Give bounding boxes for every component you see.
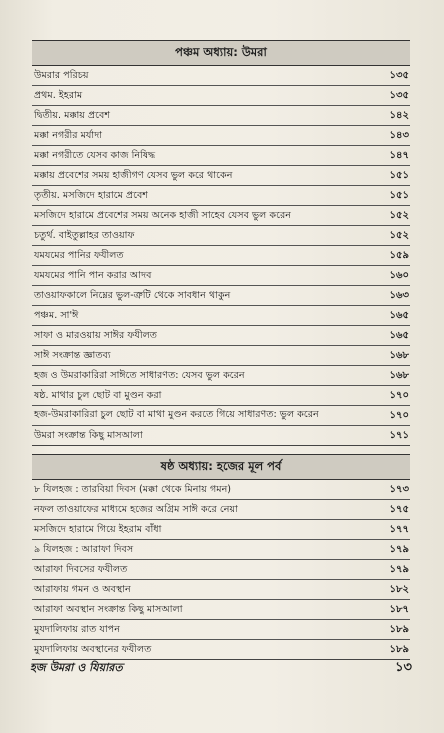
toc-entry-title: ৮ যিলহজ : তারবিয়া দিবস (মক্কা থেকে মিনায় গমন) [34, 484, 232, 495]
toc-entry-title: হজ-উমরাকারিরা চুল ছোট বা মাথা মুণ্ডন করতে গিয়ে সাধারণত: ভুল করেন [34, 409, 319, 420]
toc-entry-title: তাওয়াফকালে নিম্নের ভুল-ত্রুটি থেকে সাবধান থাকুন [34, 290, 231, 301]
toc-entry [32, 146, 410, 166]
toc-entry-page: ১৫২ [389, 230, 409, 241]
toc-entry [32, 266, 410, 286]
chapter-5-heading: পঞ্চম অধ্যায়: উমরা [32, 40, 410, 66]
toc-entry-page: ১৮৯ [389, 644, 409, 655]
chapter-6-heading: ষষ্ঠ অধ্যায়: হজের মূল পর্ব [32, 454, 410, 480]
toc-entry-title: আরাফা অবস্থান সংক্রান্ত কিছু মাসআলা [34, 604, 183, 615]
toc-entry-page: ১৭০ [389, 390, 409, 401]
toc-entry-page: ১৮৯ [389, 624, 409, 635]
toc-entry [32, 406, 410, 426]
toc-entry-page: ১৮২ [389, 584, 409, 595]
toc-entry-page: ১৪৭ [389, 150, 409, 161]
toc-entry-title: আরাফা দিবসের ফযীলত [34, 564, 128, 575]
toc-entry-title: সাফা ও মারওয়ায় সাঈর ফযীলত [34, 330, 157, 341]
footer-book-title: হজ উমরা ও যিয়ারত [30, 661, 123, 674]
toc-entry [32, 426, 410, 445]
toc-entry [32, 186, 410, 206]
toc-entry-page: ১৩৫ [389, 90, 409, 101]
toc-entry [32, 66, 410, 86]
toc-entry-page: ১৪৩ [389, 130, 409, 141]
toc-entry-title: দ্বিতীয়. মক্কায় প্রবেশ [34, 110, 111, 121]
toc-entry-title: পঞ্চম. সা'ঈ [34, 310, 79, 321]
toc-entry-page: ১৭৩ [389, 484, 409, 495]
toc-entry-title: ৯ যিলহজ : আরাফা দিবস [34, 544, 134, 555]
toc-entry-page: ১৬৮ [389, 370, 409, 381]
toc-entry-page: ১৫৯ [389, 250, 409, 261]
toc-entry-title: মুযদালিফায় রাত যাপন [34, 624, 120, 635]
toc-entry-title: উমরা সংক্রান্ত কিছু মাসআলা [34, 430, 143, 441]
page-footer [30, 658, 412, 679]
toc-entry [32, 366, 410, 386]
toc-entry-page: ১৬৫ [389, 310, 409, 321]
toc-entry-title: মক্কা নগরীতে যেসব কাজ নিষিদ্ধ [34, 150, 156, 161]
toc-entry [32, 286, 410, 306]
toc-entry-title: নফল তাওয়াফের মাধ্যমে হজের অগ্রিম সাঈ করে নেয়া [34, 504, 238, 515]
toc-entry [32, 206, 410, 226]
footer-page-number: ১৩ [395, 660, 412, 675]
toc-entry-title: যমযমের পানি পান করার আদব [34, 270, 152, 281]
toc-entry-title: মসজিদে হারামে গিয়ে ইহরাম বাঁধা [34, 524, 162, 535]
toc-entry-title: যমযমের পানির ফযীলত [34, 250, 124, 261]
toc-entry-page: ১৭১ [389, 430, 409, 441]
toc-entry [32, 540, 410, 560]
toc-entry-page: ১৬০ [389, 270, 409, 281]
toc-entry [32, 226, 410, 246]
toc-entry-page: ১৭০ [389, 410, 409, 421]
toc-entry [32, 166, 410, 186]
toc-entry-title: ষষ্ঠ. মাথার চুল ছোট বা মুণ্ডন করা [34, 390, 162, 401]
toc-entry-page: ১৫১ [389, 190, 409, 201]
toc-entry [32, 580, 410, 600]
toc-entry-title: মসজিদে হারামে প্রবেশের সময় অনেক হাজী সাহেব যেসব ভুল করেন [34, 210, 291, 221]
toc-entry-title: মক্কা নগরীর মর্যাদা [34, 130, 103, 141]
toc-entry-page: ১৭৯ [389, 544, 409, 555]
toc-entry-page: ১৫১ [389, 170, 409, 181]
toc-entry [32, 500, 410, 520]
toc-entry-title: সাঈ সংক্রান্ত জ্ঞাতব্য [34, 350, 111, 361]
toc-entry [32, 560, 410, 580]
toc-entry [32, 106, 410, 126]
table-of-contents [32, 40, 410, 660]
toc-entry-title: মক্কায় প্রবেশের সময় হাজীগণ যেসব ভুল করে থাকেন [34, 170, 233, 181]
toc-entry [32, 520, 410, 540]
toc-entry-page: ১৭৭ [389, 524, 409, 535]
toc-entry [32, 346, 410, 366]
toc-entry-page: ১৬৫ [389, 330, 409, 341]
toc-entry-title: তৃতীয়. মসজিদে হারামে প্রবেশ [34, 190, 148, 201]
toc-entry-title: হজ ও উমরাকারিরা সাঈতে সাধারণত: যেসব ভুল করেন [34, 370, 245, 381]
toc-entry [32, 306, 410, 326]
toc-entry-title: মুযদালিফায় অবস্থানের ফযীলত [34, 644, 152, 655]
toc-entry-page: ১৭৫ [389, 504, 409, 515]
toc-entry [32, 640, 410, 659]
toc-entry [32, 86, 410, 106]
toc-entry [32, 620, 410, 640]
toc-entry [32, 480, 410, 500]
toc-entry [32, 326, 410, 346]
toc-entry-title: আরাফায় গমন ও অবস্থান [34, 584, 131, 595]
toc-entry-title: চতুর্থ. বাইতুল্লাহর তাওয়াফ [34, 230, 135, 241]
toc-entry-page: ১৮৭ [389, 604, 409, 615]
toc-entry-page: ১৬৮ [389, 350, 409, 361]
toc-entry [32, 126, 410, 146]
toc-entry-page: ১৬৩ [389, 290, 409, 301]
chapter-5-entries [32, 66, 410, 446]
chapter-6-entries [32, 480, 410, 660]
toc-entry [32, 386, 410, 406]
toc-entry-title: প্রথম. ইহরাম [34, 90, 83, 101]
toc-entry-page: ১৩৫ [389, 70, 409, 81]
toc-entry-title: উমরার পরিচয় [34, 70, 89, 81]
toc-entry [32, 246, 410, 266]
toc-entry-page: ১৫২ [389, 210, 409, 221]
toc-entry-page: ১৭৯ [389, 564, 409, 575]
toc-entry-page: ১৪২ [389, 110, 409, 121]
toc-entry [32, 600, 410, 620]
